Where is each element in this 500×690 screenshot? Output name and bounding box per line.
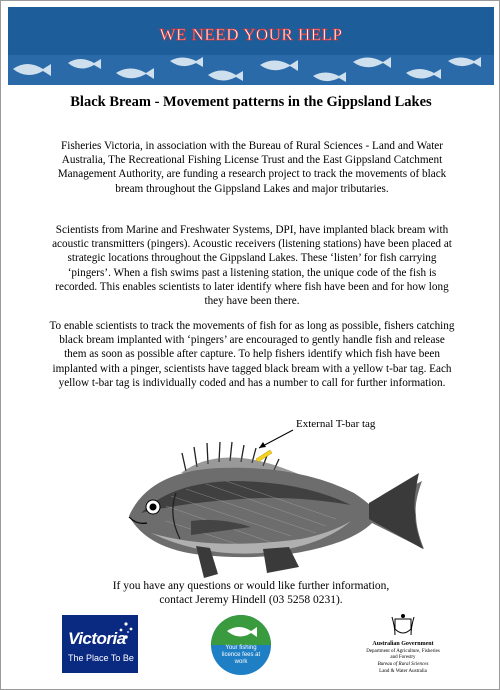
- coat-of-arms-icon: [390, 613, 416, 639]
- australian-government-logo: [363, 613, 443, 679]
- gov-line-4: Land & Water Australia: [379, 669, 427, 674]
- contact-block: [1, 579, 500, 607]
- victoria-logo-name: Victoria: [68, 629, 126, 648]
- banner-title: WE NEED YOUR HELP: [159, 25, 343, 44]
- paragraph-methods: Scientists from Marine and Freshwater Systems, DPI, have implanted black bream with acoustic transmitters (pingers). Acoustic receivers (listening stations) have been placed at strategic locations throughout the Gippsland Lakes. These ‘listen’ for fish carrying ‘pingers’. When a fish swims past a listening station, the unique code of the fish is recorded. This enables scientists to later identify where fish have been and for how long they have been there.: [52, 224, 452, 308]
- t-bar-tag: [256, 450, 272, 462]
- contact-line-1: If you have any questions or would like further information,: [112, 580, 390, 592]
- gov-line-3: Bureau of Rural Sciences: [377, 662, 429, 667]
- header-banner: [8, 7, 494, 85]
- fishing-licence-text: Your fishing licence fees at work: [221, 645, 261, 665]
- paragraph-request: To enable scientists to track the movements of fish for as long as possible, fishers catching black bream implanted with ‘pingers’ are encouraged to gently handle fish and release them as soon as possible after capture. To help fishers identify which fish have been implanted with a pinger, scientists have tagged black bream with a yellow t-bar tag. Each yellow t-bar tag is individually coded and has a number to call for further information.: [49, 320, 455, 389]
- fishing-licence-logo: [209, 613, 273, 677]
- gov-line-2: Department of Agriculture, Fisheries and Forestry: [366, 649, 440, 660]
- fish-pattern-strip: [8, 55, 494, 85]
- gov-line-1: Australian Government: [372, 641, 434, 647]
- tag-callout-label: External T-bar tag: [296, 418, 376, 430]
- contact-line-2: contact Jeremy Hindell (03 5258 0231).: [159, 594, 343, 606]
- black-bream-illustration: [1, 421, 500, 581]
- page-title: Black Bream - Movement patterns in the Gippsland Lakes: [70, 94, 432, 110]
- victoria-logo-tagline: The Place To Be: [68, 653, 134, 663]
- victoria-logo: [62, 615, 138, 673]
- paragraph-intro: Fisheries Victoria, in association with the Bureau of Rural Sciences - Land and Water Australia, The Recreational Fishing License Trust and the East Gippsland Catchment Management Authority, are funding a research project to track the movements of black bream throughout the Gippsland Lakes and major tributaries.: [57, 140, 447, 195]
